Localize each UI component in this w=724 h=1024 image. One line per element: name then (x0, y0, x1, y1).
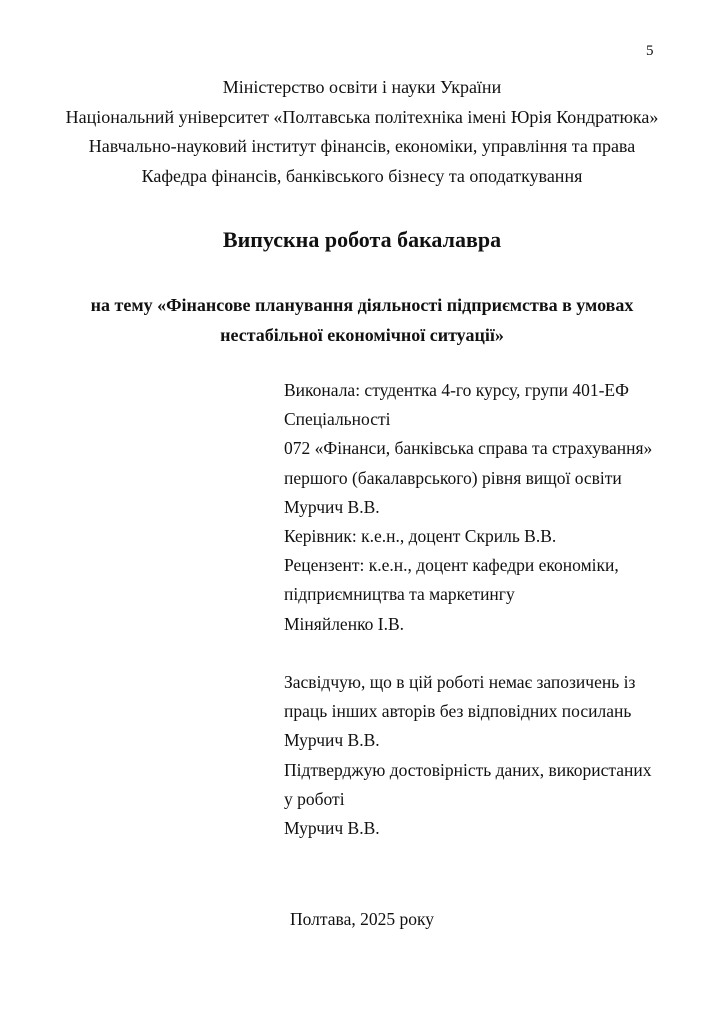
page-number: 5 (646, 43, 654, 59)
ministry-line: Міністерство освіти і науки України (222, 77, 502, 97)
topic-line: нестабільної економічної ситуації» (220, 325, 504, 345)
spacer (284, 639, 664, 668)
reviewer-department: підприємництва та маркетингу (284, 584, 515, 605)
university-line: Національний університет «Полтавська політехніка імені Юрія Кондратюка» (65, 106, 659, 127)
topic-line: на тему «Фінансове планування діяльності підприємства в умовах (90, 295, 634, 315)
specialty-label: Спеціальності (284, 409, 391, 430)
student-line: Виконала: студентка 4-го курсу, групи 401-ЕФ (284, 380, 629, 400)
student-name: Мурчич В.В. (284, 496, 380, 517)
reviewer-line: Рецензент: к.е.н., доцент кафедри економіки, (284, 555, 619, 576)
place-and-year: Полтава, 2025 року (290, 909, 434, 929)
declaration-line: праць інших авторів без відповідних посилань (284, 701, 632, 722)
author-info-block (284, 376, 664, 843)
confirmation-line: у роботі (284, 788, 345, 809)
institution-header (0, 73, 724, 191)
thesis-topic (0, 290, 724, 350)
specialty-name: 072 «Фінанси, банківська справа та страхування» (284, 438, 653, 459)
department-line: Кафедра фінансів, банківського бізнесу та оподаткування (141, 165, 583, 186)
reviewer-name: Міняйленко І.В. (284, 613, 405, 634)
document-title: Випускна робота бакалавра (222, 227, 502, 252)
institute-line: Навчально-науковий інститут фінансів, економіки, управління та права (88, 136, 636, 156)
confirmation-line: Підтверджую достовірність даних, використаних (284, 759, 652, 780)
declaration-signature: Мурчич В.В. (284, 730, 380, 751)
education-level: першого (бакалаврського) рівня вищої освіти (284, 467, 622, 488)
confirmation-signature: Мурчич В.В. (284, 818, 380, 839)
declaration-line: Засвідчую, що в цій роботі немає запозичень із (284, 672, 636, 693)
supervisor-line: Керівник: к.е.н., доцент Скриль В.В. (284, 526, 557, 547)
